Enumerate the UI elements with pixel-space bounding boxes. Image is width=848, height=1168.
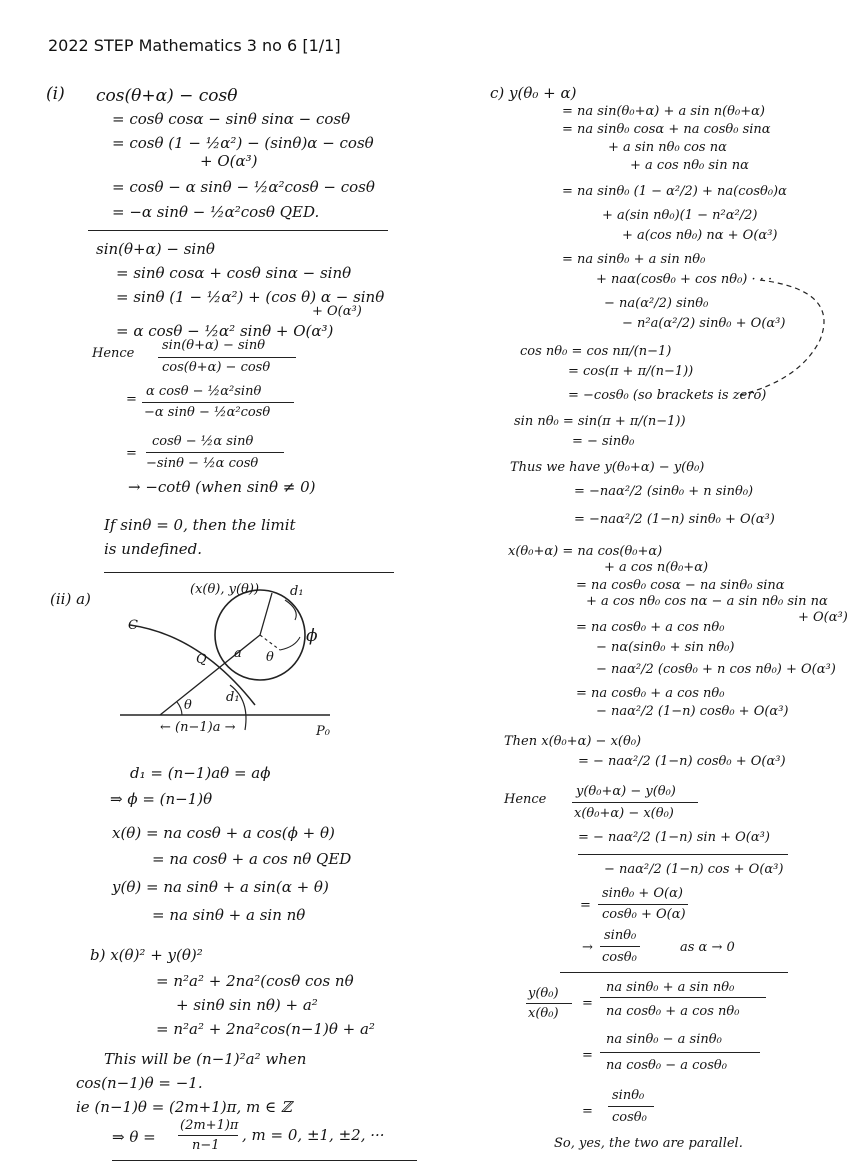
part-iia-label: (ii) a) bbox=[50, 590, 91, 608]
fraction-denominator: x(θ₀+α) − x(θ₀) bbox=[574, 806, 674, 821]
equals: = bbox=[126, 392, 137, 407]
diagram-label-q: Q bbox=[196, 652, 207, 667]
diagram-label-theta-small: θ bbox=[266, 650, 274, 665]
line: + a(sin nθ₀)(1 − n²α²/2) bbox=[602, 208, 758, 223]
divider bbox=[112, 1160, 417, 1161]
line: − na(α²/2) sinθ₀ bbox=[604, 296, 709, 311]
fraction-numerator: na sinθ₀ + a sin nθ₀ bbox=[606, 980, 735, 995]
fraction-denominator: cosθ₀ + O(α) bbox=[602, 907, 686, 922]
radius-line bbox=[160, 635, 260, 715]
fraction-numerator: = − naα²/2 (1−n) sin + O(α³) bbox=[578, 830, 770, 845]
line: cos nθ₀ = cos nπ/(n−1) bbox=[520, 344, 672, 359]
fraction-bar bbox=[600, 1052, 760, 1053]
line: = sinθ cosα + cosθ sinα − sinθ bbox=[116, 264, 352, 282]
line: + O(α³) bbox=[798, 610, 848, 625]
fraction-bar bbox=[598, 904, 688, 905]
line: + a cos nθ₀ cos nα − a sin nθ₀ sin nα bbox=[586, 594, 828, 609]
line: = cos(π + π/(n−1)) bbox=[568, 364, 694, 379]
limit-note: as α → 0 bbox=[680, 940, 735, 955]
equals: = bbox=[582, 1048, 593, 1063]
line: = na cosθ₀ + a cos nθ₀ bbox=[576, 620, 725, 635]
line: = na sinθ₀ (1 − α²/2) + na(cosθ₀)α bbox=[562, 184, 787, 199]
line: Then x(θ₀+α) − x(θ₀) bbox=[504, 734, 642, 749]
fraction-bar bbox=[600, 997, 766, 998]
line: = − sinθ₀ bbox=[572, 434, 635, 449]
fraction-bar bbox=[578, 854, 788, 855]
line: + a cos n(θ₀+α) bbox=[604, 560, 709, 575]
line: is undefined. bbox=[104, 540, 202, 558]
fraction-numerator: α cosθ − ½α²sinθ bbox=[146, 384, 262, 399]
line: + a cos nθ₀ sin nα bbox=[630, 158, 749, 173]
line: = cosθ cosα − sinθ sinα − cosθ bbox=[112, 110, 351, 128]
dashed-connector bbox=[700, 270, 840, 400]
diagram-label-d1: d₁ bbox=[290, 584, 304, 599]
line: = −naα²/2 (sinθ₀ + n sinθ₀) bbox=[574, 484, 754, 499]
fraction-bar bbox=[572, 802, 698, 803]
line: = −cosθ₀ (so brackets is zero) bbox=[568, 388, 767, 403]
line: = − naα²/2 (1−n) cosθ₀ + O(α³) bbox=[578, 754, 786, 769]
line: + sinθ sin nθ) + a² bbox=[176, 996, 318, 1014]
line: = na cosθ₀ + a cos nθ₀ bbox=[576, 686, 725, 701]
line: If sinθ = 0, then the limit bbox=[104, 516, 296, 534]
line: x(θ₀+α) = na cos(θ₀+α) bbox=[508, 544, 663, 559]
dashed-line bbox=[260, 635, 280, 650]
diagram-label-theta: θ bbox=[184, 698, 192, 713]
line: = na sin(θ₀+α) + a sin n(θ₀+α) bbox=[562, 104, 765, 119]
divider bbox=[88, 230, 388, 231]
line: ⇒ θ = bbox=[112, 1128, 156, 1146]
line: This will be (n−1)²a² when bbox=[104, 1050, 307, 1068]
line: = sinθ (1 − ½α²) + (cos θ) α − sinθ bbox=[116, 288, 385, 306]
fraction-bar bbox=[158, 357, 296, 358]
line: = n²a² + 2na²(cosθ cos nθ bbox=[156, 972, 354, 990]
diagram-label-a: a bbox=[234, 646, 242, 661]
line: − naα²/2 (cosθ₀ + n cos nθ₀) + O(α³) bbox=[596, 662, 836, 677]
line: = na sinθ₀ cosα + na cosθ₀ sinα bbox=[562, 122, 771, 137]
line: = na sinθ₀ + a sin nθ₀ bbox=[562, 252, 706, 267]
arrow: → bbox=[582, 940, 593, 955]
equals: = bbox=[126, 446, 137, 461]
fraction-denominator: x(θ₀) bbox=[528, 1006, 559, 1021]
theta-arc bbox=[177, 702, 182, 715]
diagram-label-p0: P₀ bbox=[316, 724, 330, 739]
diagram-label-point: (x(θ), y(θ)) bbox=[190, 582, 260, 597]
line: x(θ) = na cosθ + a cos(ϕ + θ) bbox=[112, 824, 335, 842]
conclusion: So, yes, the two are parallel. bbox=[554, 1136, 743, 1151]
equals: = bbox=[580, 898, 591, 913]
hence-label: Hence bbox=[504, 792, 547, 807]
line: → −cotθ (when sinθ ≠ 0) bbox=[128, 478, 316, 496]
fraction-denominator: na cosθ₀ − a cosθ₀ bbox=[606, 1058, 727, 1073]
line: − naα²/2 (1−n) cosθ₀ + O(α³) bbox=[596, 704, 789, 719]
line: = na cosθ₀ cosα − na sinθ₀ sinα bbox=[576, 578, 785, 593]
diagram-label-phi: ϕ bbox=[306, 626, 318, 646]
fraction-numerator: (2m+1)π bbox=[180, 1118, 239, 1133]
line: + a(cos nθ₀) nα + O(α³) bbox=[622, 228, 778, 243]
fraction-bar bbox=[600, 946, 640, 947]
line: ⇒ ϕ = (n−1)θ bbox=[110, 790, 213, 808]
line: y(θ) = na sinθ + a sin(α + θ) bbox=[112, 878, 329, 896]
phi-arc bbox=[280, 637, 300, 650]
line: cos(n−1)θ = −1. bbox=[76, 1074, 203, 1092]
fraction-denominator: n−1 bbox=[192, 1138, 220, 1153]
fraction-denominator: −α sinθ − ½α²cosθ bbox=[144, 405, 271, 420]
line: + O(α³) bbox=[200, 152, 258, 170]
fraction-numerator: sinθ₀ bbox=[612, 1088, 645, 1103]
line: d₁ = (n−1)aθ = aϕ bbox=[130, 764, 271, 782]
fraction-bar bbox=[526, 1003, 572, 1004]
page-header: 2022 STEP Mathematics 3 no 6 [1/1] bbox=[48, 36, 341, 55]
divider bbox=[560, 972, 788, 973]
line: Thus we have y(θ₀+α) − y(θ₀) bbox=[510, 460, 705, 475]
fraction-numerator: sin(θ+α) − sinθ bbox=[162, 338, 266, 353]
line: b) x(θ)² + y(θ)² bbox=[90, 946, 203, 964]
line: = na cosθ + a cos nθ QED bbox=[152, 850, 352, 868]
divider bbox=[104, 572, 394, 573]
line: = cosθ (1 − ½α²) − (sinθ)α − cosθ bbox=[112, 134, 374, 152]
fraction-denominator: cosθ₀ bbox=[602, 950, 637, 965]
line: sin nθ₀ = sin(π + π/(n−1)) bbox=[514, 414, 686, 429]
fraction-denominator: −sinθ − ½α cosθ bbox=[146, 456, 259, 471]
fraction-denominator: cos(θ+α) − cosθ bbox=[162, 360, 271, 375]
fraction-numerator: na sinθ₀ − a sinθ₀ bbox=[606, 1032, 722, 1047]
fraction-denominator: cosθ₀ bbox=[612, 1110, 647, 1125]
line: , m = 0, ±1, ±2, ··· bbox=[242, 1126, 385, 1144]
line: = −naα²/2 (1−n) sinθ₀ + O(α³) bbox=[574, 512, 775, 527]
line: − n²a(α²/2) sinθ₀ + O(α³) bbox=[622, 316, 786, 331]
fraction-numerator: sinθ₀ + O(α) bbox=[602, 886, 683, 901]
fraction-numerator: sinθ₀ bbox=[604, 928, 637, 943]
line: c) y(θ₀ + α) bbox=[490, 84, 577, 102]
fraction-bar bbox=[608, 1106, 654, 1107]
equals: = bbox=[582, 996, 593, 1011]
fraction-numerator: y(θ₀+α) − y(θ₀) bbox=[576, 784, 676, 799]
line: = −α sinθ − ½α²cosθ QED. bbox=[112, 203, 320, 221]
fraction-numerator: y(θ₀) bbox=[528, 986, 559, 1001]
diagram-label-d1b: d₁ bbox=[226, 690, 240, 705]
fraction-numerator: cosθ − ½α sinθ bbox=[152, 434, 254, 449]
line: − nα(sinθ₀ + sin nθ₀) bbox=[596, 640, 735, 655]
hence-label: Hence bbox=[92, 346, 135, 361]
diagram-label-base: ← (n−1)a → bbox=[160, 720, 236, 735]
line: sin(θ+α) − sinθ bbox=[96, 240, 215, 258]
line: = n²a² + 2na²cos(n−1)θ + a² bbox=[156, 1020, 375, 1038]
equals: = bbox=[582, 1104, 593, 1119]
fraction-bar bbox=[178, 1135, 238, 1136]
fraction-bar bbox=[142, 402, 294, 403]
line: + naα(cosθ₀ + cos nθ₀) · · · bbox=[596, 272, 773, 287]
part-i-label: (i) bbox=[46, 84, 65, 104]
line: ie (n−1)θ = (2m+1)π, m ∈ ℤ bbox=[76, 1098, 292, 1116]
line: + a sin nθ₀ cos nα bbox=[608, 140, 727, 155]
fraction-denominator: na cosθ₀ + a cos nθ₀ bbox=[606, 1004, 740, 1019]
fraction-denominator: − naα²/2 (1−n) cos + O(α³) bbox=[604, 862, 784, 877]
line: + O(α³) bbox=[312, 304, 362, 319]
point-line bbox=[260, 593, 272, 635]
line: cos(θ+α) − cosθ bbox=[96, 86, 238, 106]
line: = α cosθ − ½α² sinθ + O(α³) bbox=[116, 322, 334, 340]
fraction-bar bbox=[146, 452, 284, 453]
line: = cosθ − α sinθ − ½α²cosθ − cosθ bbox=[112, 178, 375, 196]
line: = na sinθ + a sin nθ bbox=[152, 906, 306, 924]
diagram-label-c: C bbox=[128, 618, 138, 633]
